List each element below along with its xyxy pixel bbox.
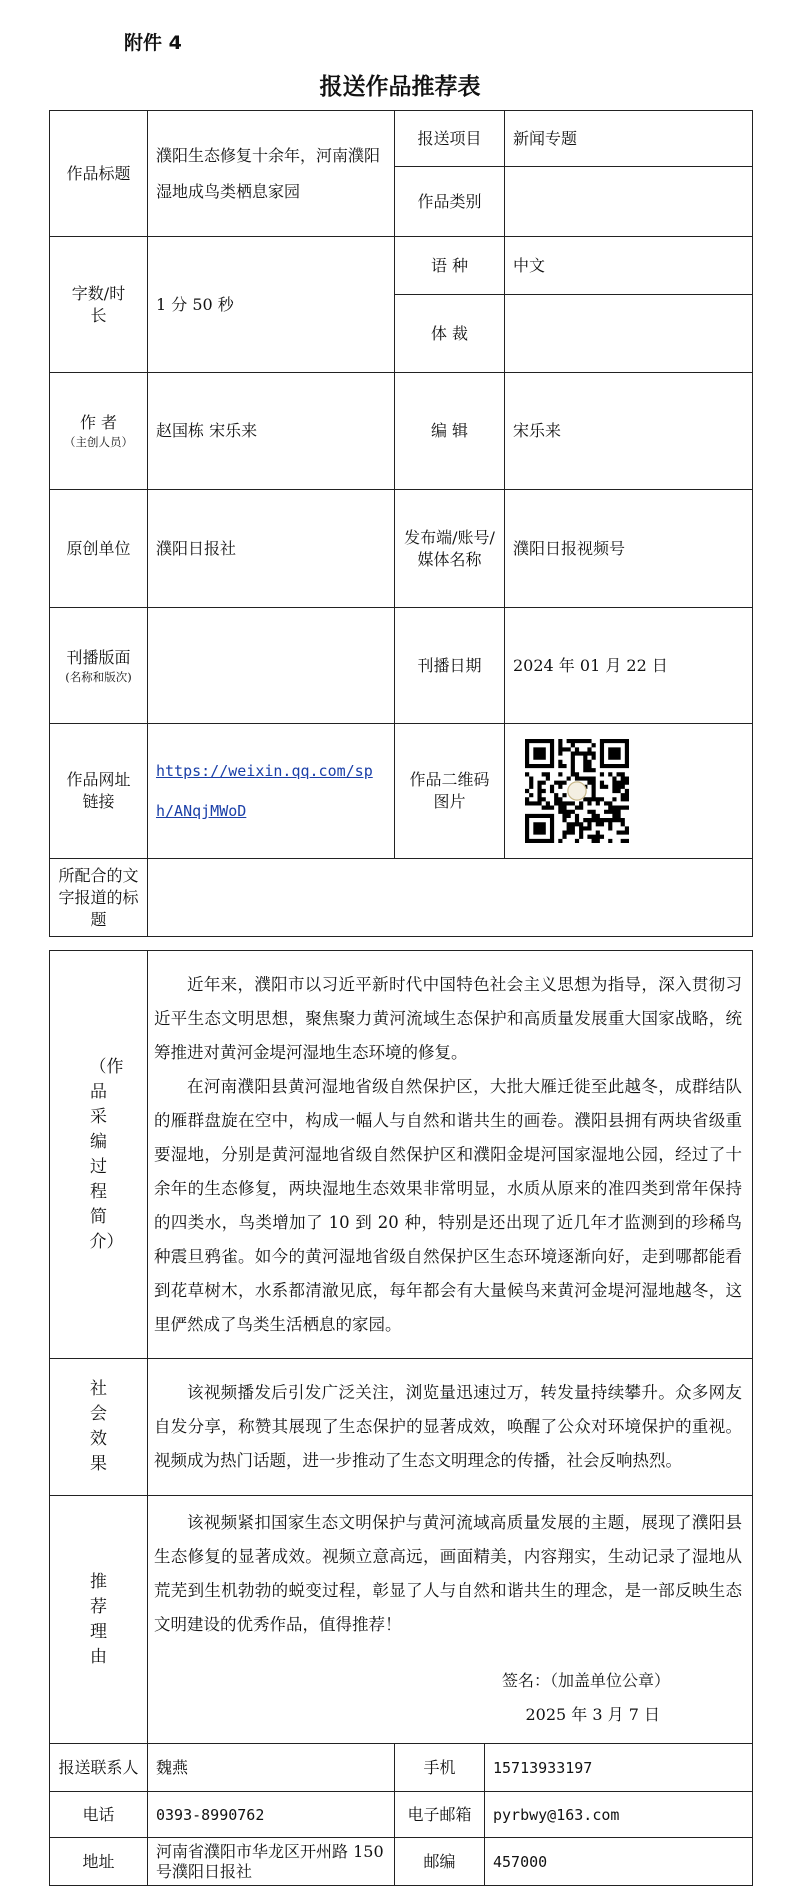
- date-value: 2024 年 01 月 22 日: [505, 608, 753, 724]
- url-label: 作品网址链接: [50, 724, 148, 859]
- work-title-label: 作品标题: [50, 111, 148, 237]
- reason-label: 推荐理由: [50, 1496, 148, 1744]
- email-value: pyrbwy@163.com: [485, 1792, 753, 1838]
- process-paragraph-2: 在河南濮阳县黄河湿地省级自然保护区，大批大雁迁徙至此越冬，成群结队的雁群盘旋在空中，构成一幅人与自然和谐共生的画卷。濮阳县拥有两块省级重要湿地，分别是黄河湿地省级自然保护区和濮阳金堤河国家湿地公园，经过了十余年的生态修复，两块湿地生态效果非常明显，水质从原来的准四类到常年保持的四类水，鸟类增加了 10 到 20 种，特别是还出现了近几年才监测到的珍稀鸟种震旦鸦雀。如今的黄河湿地省级自然保护区生态环境逐渐向好，走到哪都能看到花草树木，水系都清澈见底，每年都会有大量候鸟来黄河金堤河湿地越冬，这里俨然成了鸟类生活栖息的家园。: [154, 1076, 743, 1334]
- process-text: [148, 951, 753, 1359]
- language-label: 语 种: [395, 237, 505, 295]
- url-cell: [148, 724, 395, 859]
- author-label: 作 者 （主创人员）: [50, 373, 148, 490]
- email-label: 电子邮箱: [395, 1792, 485, 1838]
- annex-label: 附件 4: [124, 32, 182, 54]
- form-title: 报送作品推荐表: [319, 74, 481, 100]
- info-table: [49, 110, 753, 937]
- editor-label: 编 辑: [395, 373, 505, 490]
- genre-value: [505, 295, 753, 373]
- detail-table: [49, 950, 753, 1886]
- contact-value: 魏燕: [148, 1744, 395, 1792]
- date-label: 刊播日期: [395, 608, 505, 724]
- related-value: [148, 859, 753, 937]
- process-paragraph-1: 近年来，濮阳市以习近平新时代中国特色社会主义思想为指导，深入贯彻习近平生态文明思想，聚焦聚力黄河流域生态保护和高质量发展重大国家战略，统筹推进对黄河金堤河湿地生态环境的修复。: [154, 974, 743, 1062]
- submit-item-value: 新闻专题: [505, 111, 753, 167]
- mobile-label: 手机: [395, 1744, 485, 1792]
- effect-label: 社会效果: [50, 1359, 148, 1496]
- category-label: 作品类别: [395, 167, 505, 237]
- postcode-label: 邮编: [395, 1838, 485, 1886]
- mobile-value: 15713933197: [485, 1744, 753, 1792]
- postcode-value: 457000: [485, 1838, 753, 1886]
- qr-cell: [505, 724, 753, 859]
- editor-value: 宋乐来: [505, 373, 753, 490]
- length-label: 字数/时长: [50, 237, 148, 373]
- origin-label: 原创单位: [50, 490, 148, 608]
- origin-value: 濮阳日报社: [148, 490, 395, 608]
- contact-label: 报送联系人: [50, 1744, 148, 1792]
- reason-text: 该视频紧扣国家生态文明保护与黄河流域高质量发展的主题，展现了濮阳县生态修复的显著成效。视频立意高远，画面精美，内容翔实，生动记录了湿地从荒芜到生机勃勃的蜕变过程，彰显了人与自然和谐共生的理念，是一部反映生态文明建设的优秀作品，值得推荐！ 签名：（加盖单位公章） 2025 年 3 月 7 日: [148, 1496, 753, 1744]
- author-value: 赵国栋 宋乐来: [148, 373, 395, 490]
- publisher-label: 发布端/账号/媒体名称: [395, 490, 505, 608]
- phone-value: 0393-8990762: [148, 1792, 395, 1838]
- signature: 签名：（加盖单位公章）: [502, 1671, 671, 1690]
- qr-code-icon: [525, 739, 629, 843]
- process-label: （作品采编过程简介）: [50, 951, 148, 1359]
- related-label: 所配合的文字报道的标题: [50, 859, 148, 937]
- work-title-value: 濮阳生态修复十余年，河南濮阳湿地成鸟类栖息家园: [148, 111, 395, 237]
- genre-label: 体 裁: [395, 295, 505, 373]
- submit-item-label: 报送项目: [395, 111, 505, 167]
- language-value: 中文: [505, 237, 753, 295]
- url-link[interactable]: https://weixin.qq.com/sph/ANqjMWoD: [156, 762, 373, 820]
- layout-sub: (名称和版次): [65, 669, 132, 684]
- category-value: [505, 167, 753, 237]
- length-value: 1 分 50 秒: [148, 237, 395, 373]
- sign-date: 2025 年 3 月 7 日: [525, 1705, 661, 1724]
- phone-label: 电话: [50, 1792, 148, 1838]
- qr-label: 作品二维码图片: [395, 724, 505, 859]
- layout-label: 刊播版面 (名称和版次): [50, 608, 148, 724]
- publisher-value: 濮阳日报视频号: [505, 490, 753, 608]
- author-sub: （主创人员）: [64, 435, 133, 449]
- layout-value: [148, 608, 395, 724]
- effect-text: 该视频播发后引发广泛关注，浏览量迅速过万，转发量持续攀升。众多网友自发分享，称赞其展现了生态保护的显著成效，唤醒了公众对环境保护的重视。视频成为热门话题，进一步推动了生态文明理念的传播，社会反响热烈。: [148, 1359, 753, 1496]
- address-label: 地址: [50, 1838, 148, 1886]
- address-value: 河南省濮阳市华龙区开州路 150 号濮阳日报社: [148, 1838, 395, 1886]
